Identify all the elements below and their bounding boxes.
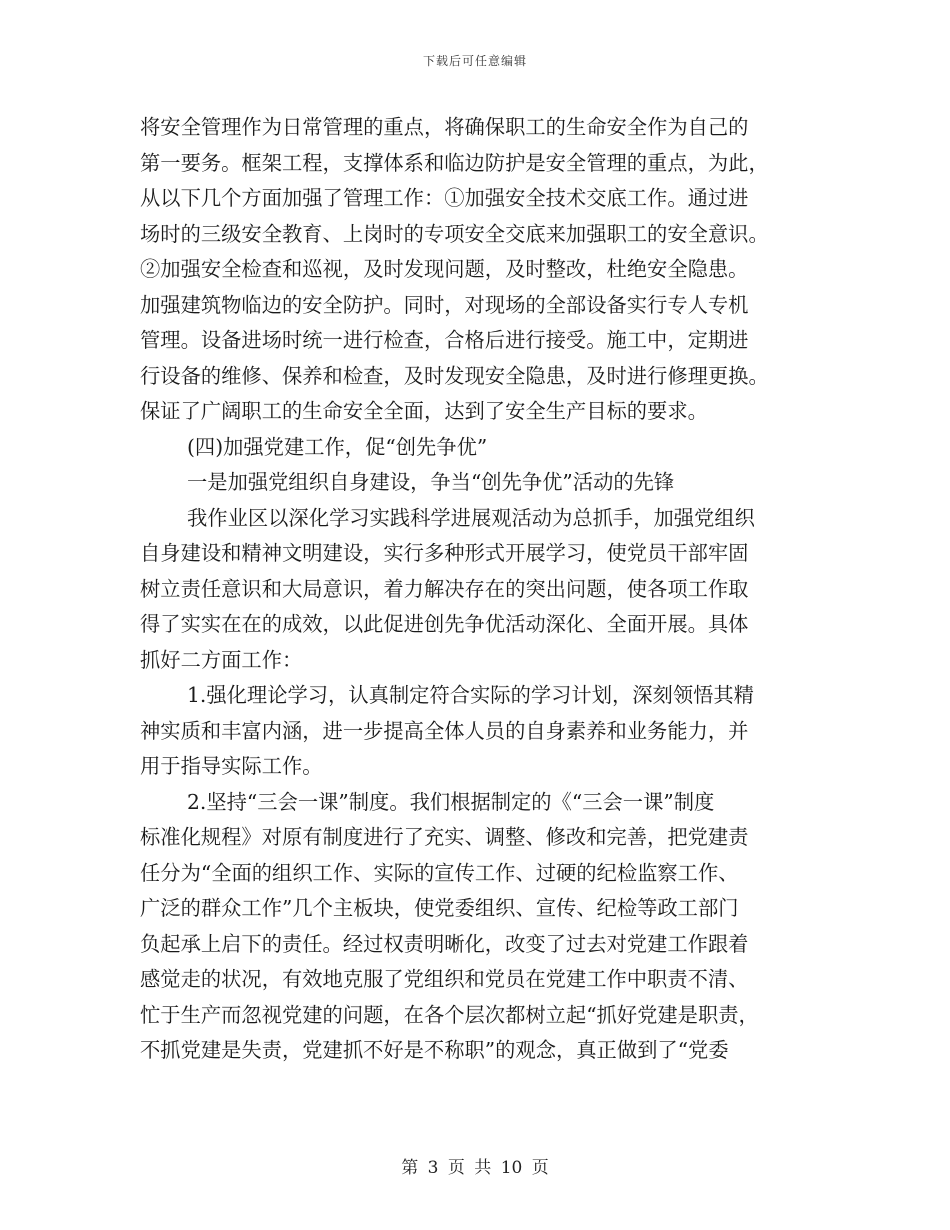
body-line: 神实质和丰富内涵，进一步提高全体人员的自身素养和业务能力，并 [140, 718, 749, 743]
body-line: 自身建设和精神文明建设，实行多种形式开展学习，使党员干部牢固 [140, 541, 749, 565]
body-line: 负起承上启下的责任。经过权责明晰化，改变了过去对党建工作跟着 [140, 931, 749, 956]
body-line: 广泛的群众工作”几个主板块，使党委组织、宣传、纪检等政工部门 [140, 896, 739, 920]
list-item-1-line: 1.强化理论学习，认真制定符合实际的学习计划，深刻领悟其精 [187, 683, 754, 707]
body-line: 不抓党建是失责，党建抓不好是不称职”的观念，真正做到了“党委 [140, 1038, 729, 1062]
body-line: 抓好二方面工作： [140, 647, 303, 672]
body-line: 从以下几个方面加强了管理工作：①加强安全技术交底工作。通过进 [140, 186, 749, 210]
section-heading: (四)加强党建工作，促“创先争优” [187, 434, 488, 459]
body-line: 将安全管理作为日常管理的重点，将确保职工的生命安全作为自己的 [140, 115, 749, 139]
body-line: 管理。设备进场时统一进行检查，合格后进行接受。施工中，定期进 [140, 328, 749, 352]
body-line: 第一要务。框架工程，支撑体系和临边防护是安全管理的重点，为此， [140, 150, 769, 175]
body-line: 感觉走的状况，有效地克服了党组织和党员在党建工作中职责不清、 [140, 967, 749, 991]
document-body [140, 110, 805, 1069]
paragraph-start-line: 我作业区以深化学习实践科学进展观活动为总抓手，加强党组织 [187, 505, 755, 530]
page-number-footer: 第 3 页 共 10 页 [401, 1158, 549, 1178]
body-line: ②加强安全检查和巡视，及时发现问题，及时整改，杜绝安全隐患。 [140, 257, 749, 281]
body-line: 标准化规程》对原有制度进行了充实、调整、修改和完善，把党建责 [140, 825, 749, 849]
list-item-2-line: 2.坚持“三会一课”制度。我们根据制定的《“三会一课”制度 [187, 789, 715, 814]
body-line: 行设备的维修、保养和检查，及时发现安全隐患，及时进行修理更换。 [140, 363, 769, 388]
body-line: 忙于生产而忽视党建的问题，在各个层次都树立起“抓好党建是职责， [140, 1002, 759, 1027]
body-line: 保证了广阔职工的生命安全全面，达到了安全生产目标的要求。 [140, 399, 708, 423]
body-line: 任分为“全面的组织工作、实际的宣传工作、过硬的纪检监察工作、 [140, 860, 739, 885]
body-line: 加强建筑物临边的安全防护。同时，对现场的全部设备实行专人专机 [140, 292, 749, 317]
body-line: 场时的三级安全教育、上岗时的专项安全交底来加强职工的安全意识。 [140, 221, 769, 246]
body-line: 用于指导实际工作。 [140, 754, 323, 778]
body-line: 得了实实在在的成效，以此促进创先争优活动深化、全面开展。具体 [140, 612, 749, 636]
subsection-heading: 一是加强党组织自身建设，争当“创先争优”活动的先锋 [187, 470, 675, 494]
body-line: 树立责任意识和大局意识，着力解决存在的突出问题，使各项工作取 [140, 576, 749, 601]
page-header: 下载后可任意编辑 [422, 54, 527, 68]
